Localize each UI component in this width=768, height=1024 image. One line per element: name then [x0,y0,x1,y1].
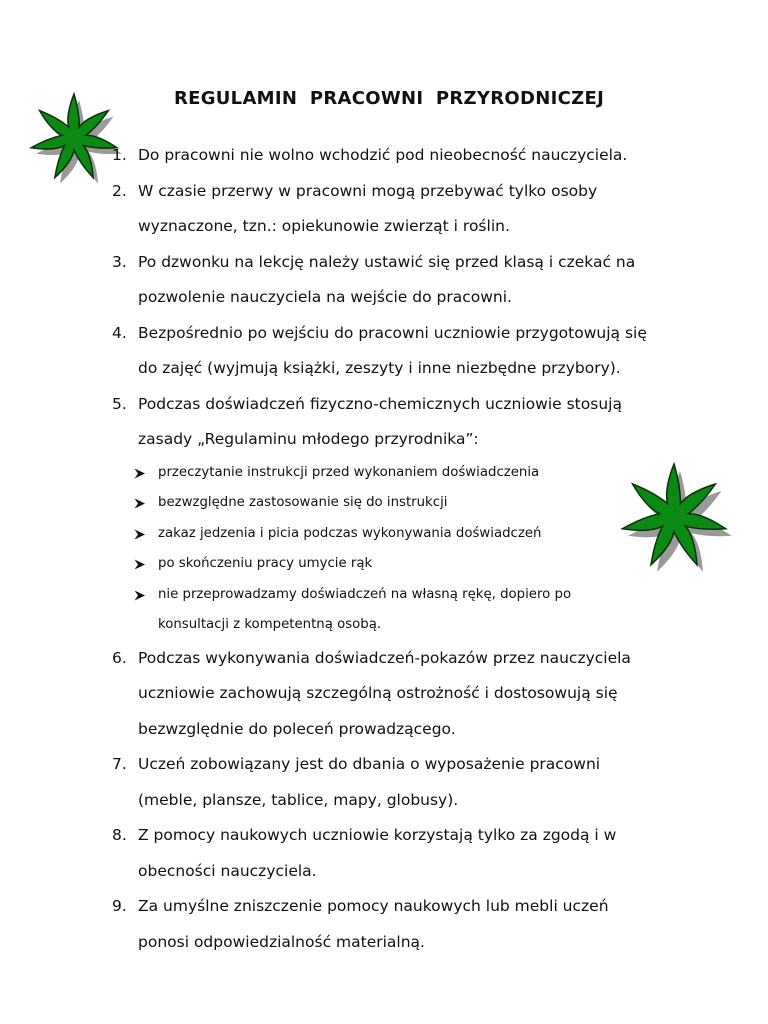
item-text-line: Po dzwonku na lekcję należy ustawić się przed klasą i czekać na [138,252,636,271]
sub-list-item [134,488,594,519]
list-item [112,174,712,245]
sub-item-text-line: konsultacji z kompetentną osobą. [158,617,382,632]
sub-list-item [134,580,594,641]
list-item [112,316,712,387]
item-number: 8. [112,826,127,844]
arrowhead-bullet-icon [134,590,146,601]
item-text-line: pozwolenie nauczyciela na wejście do pracowni. [138,288,512,306]
item-text-line: Bezpośrednio po wejściu do pracowni uczniowie przygotowują się [138,323,647,342]
sub-item-text-line: bezwzględne zastosowanie się do instrukcji [158,495,448,510]
item-number: 7. [112,755,127,773]
sub-list-item [134,458,594,489]
sub-item-text-line: po skończeniu pracy umycie rąk [158,556,373,571]
list-item [112,747,712,818]
item-text-line: zasady „Regulaminu młodego przyrodnika”: [138,430,479,448]
list-item [112,641,712,748]
sub-item-text-line: nie przeprowadzamy doświadczeń na własną rękę, dopiero po [158,586,572,602]
sub-rules-list [134,458,594,641]
item-number: 5. [112,394,127,413]
list-item [112,889,712,960]
list-item [112,245,712,316]
page-title: REGULAMIN PRACOWNI PRZYRODNICZEJ [173,88,605,109]
item-text-line: ponosi odpowiedzialność materialną. [138,932,425,951]
item-number: 1. [112,146,127,164]
item-text-line: Z pomocy naukowych uczniowie korzystają tylko za zgodą i w [138,826,617,844]
item-number: 2. [112,181,127,200]
rules-list [112,138,712,960]
item-text-line: do zajęć (wyjmują książki, zeszyty i inne niezbędne przybory). [138,359,621,377]
item-text-line: bezwzględnie do poleceń prowadzącego. [138,719,456,738]
item-number: 9. [112,897,127,915]
sub-item-text-line: przeczytanie instrukcji przed wykonaniem doświadczenia [158,464,540,480]
item-text-line: Za umyślne zniszczenie pomocy naukowych lub mebli uczeń [138,897,609,915]
list-item [112,138,712,174]
arrowhead-bullet-icon [134,529,146,540]
sub-item-text-line: zakaz jedzenia i picia podczas wykonywania doświadczeń [158,525,542,541]
list-item [112,387,712,458]
item-text-line: W czasie przerwy w pracowni mogą przebywać tylko osoby [138,181,598,200]
item-text-line: obecności nauczyciela. [138,861,317,880]
item-text-line: Podczas wykonywania doświadczeń-pokazów przez nauczyciela [138,648,631,667]
sub-list-item [134,549,594,580]
item-text-line: wyznaczone, tzn.: opiekunowie zwierząt i roślin. [138,217,510,235]
item-number: 6. [112,648,127,667]
sub-list-item [134,519,594,550]
item-text-line: Uczeń zobowiązany jest do dbania o wyposażenie pracowni [138,755,601,773]
item-text-line: Podczas doświadczeń fizyczno-chemicznych uczniowie stosują [138,394,622,413]
item-text-line: Do pracowni nie wolno wchodzić pod nieobecność nauczyciela. [138,146,628,164]
item-number: 3. [112,252,127,271]
item-text-line: uczniowie zachowują szczególną ostrożność i dostosowują się [138,684,618,702]
item-number: 4. [112,323,127,342]
arrowhead-bullet-icon [134,498,146,509]
arrowhead-bullet-icon [134,559,146,570]
arrowhead-bullet-icon [134,468,146,479]
item-text-line: (meble, plansze, tablice, mapy, globusy). [138,790,459,809]
list-item [112,818,712,889]
